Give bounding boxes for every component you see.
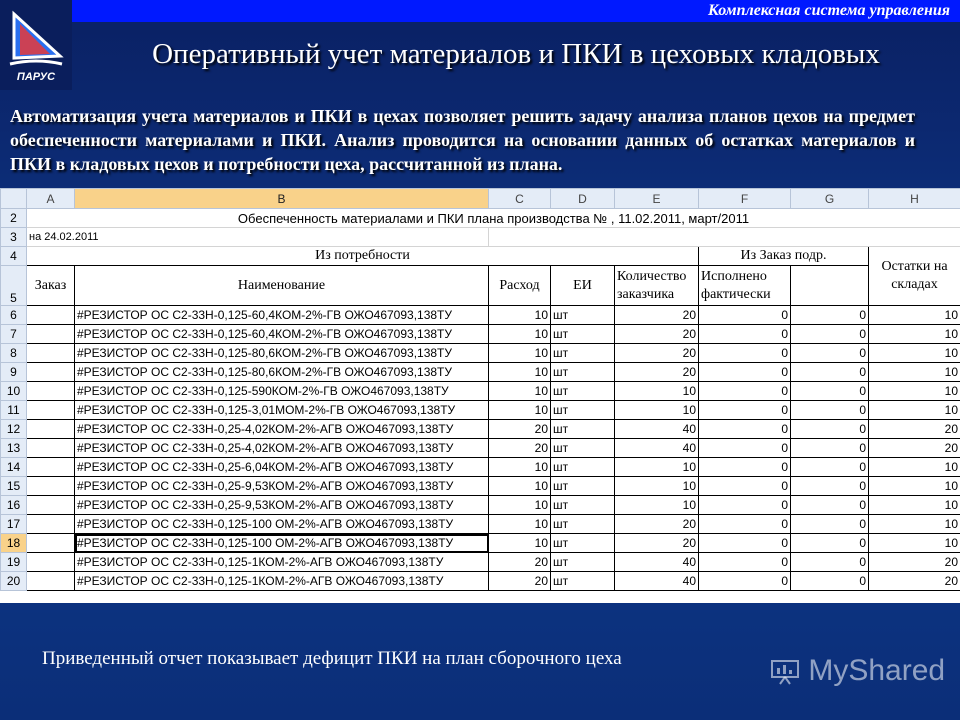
fulfilled-cell[interactable]: 0 [699,325,791,344]
order-cell[interactable] [27,420,75,439]
consumption-cell[interactable]: 10 [489,382,551,401]
row-number[interactable]: 17 [1,515,27,534]
order-cell[interactable] [27,439,75,458]
logo [0,0,72,90]
order-cell[interactable] [27,363,75,382]
unit-cell[interactable]: шт [551,382,615,401]
date-cell[interactable]: на 24.02.2011 [27,228,489,247]
row-number[interactable]: 11 [1,401,27,420]
unit-cell[interactable]: шт [551,439,615,458]
stock-cell[interactable]: 0 [791,420,869,439]
header-name[interactable]: Наименование [75,266,489,306]
fulfilled-cell[interactable]: 0 [699,572,791,591]
name-cell[interactable]: #РЕЗИСТОР ОС С2-33Н-0,125-100 ОМ-2%-АГВ ОЖО467093,138ТУ [75,515,489,534]
name-cell[interactable]: #РЕЗИСТОР ОС С2-33Н-0,125-80,6КОМ-2%-ГВ ОЖО467093,138ТУ [75,363,489,382]
tagline: Комплексная система управления [707,2,950,19]
table-row [1,209,960,228]
order-cell[interactable] [27,458,75,477]
fulfilled-cell[interactable]: 0 [699,420,791,439]
table-row [1,477,960,496]
consumption-cell[interactable]: 20 [489,572,551,591]
stock-cell[interactable]: 0 [791,553,869,572]
customer-qty-cell[interactable]: 20 [615,325,699,344]
name-cell[interactable]: #РЕЗИСТОР ОС С2-33Н-0,25-6,04КОМ-2%-АГВ ОЖО467093,138ТУ [75,458,489,477]
deficit-cell[interactable]: 10 [869,515,960,534]
name-cell[interactable]: #РЕЗИСТОР ОС С2-33Н-0,125-60,4КОМ-2%-ГВ ОЖО467093,138ТУ [75,325,489,344]
stock-cell[interactable]: 0 [791,458,869,477]
column-header-h[interactable]: H [869,189,960,209]
row-number[interactable]: 10 [1,382,27,401]
column-header-g[interactable]: G [791,189,869,209]
unit-cell[interactable]: шт [551,458,615,477]
unit-cell[interactable]: шт [551,572,615,591]
top-strip [72,0,960,22]
consumption-cell[interactable]: 10 [489,363,551,382]
report-title-cell[interactable]: Обеспеченность материалами и ПКИ плана производства № , 11.02.2011, март/2011 [27,209,960,228]
fulfilled-cell[interactable]: 0 [699,477,791,496]
unit-cell[interactable]: шт [551,477,615,496]
name-cell[interactable]: #РЕЗИСТОР ОС С2-33Н-0,25-9,53КОМ-2%-АГВ ОЖО467093,138ТУ [75,477,489,496]
unit-cell[interactable]: шт [551,306,615,325]
name-cell[interactable]: #РЕЗИСТОР ОС С2-33Н-0,125-100 ОМ-2%-АГВ ОЖО467093,138ТУ [75,534,489,553]
row-number[interactable]: 20 [1,572,27,591]
unit-cell[interactable]: шт [551,420,615,439]
name-cell[interactable]: #РЕЗИСТОР ОС С2-33Н-0,125-60,4КОМ-2%-ГВ ОЖО467093,138ТУ [75,306,489,325]
deficit-cell[interactable]: 10 [869,344,960,363]
order-cell[interactable] [27,325,75,344]
row-number[interactable]: 6 [1,306,27,325]
spreadsheet[interactable] [0,188,960,603]
row-number[interactable]: 18 [1,534,27,553]
table-row [1,420,960,439]
header-consumption[interactable]: Расход [489,266,551,306]
consumption-cell[interactable]: 20 [489,553,551,572]
fulfilled-cell[interactable]: 0 [699,344,791,363]
deficit-cell[interactable]: 10 [869,496,960,515]
column-header-row [1,189,960,209]
table-row [1,247,960,266]
table-row [1,266,960,306]
fulfilled-cell[interactable]: 0 [699,553,791,572]
watermark [770,654,945,688]
row-number[interactable]: 14 [1,458,27,477]
row-number[interactable]: 4 [1,247,27,266]
deficit-cell[interactable]: 10 [869,382,960,401]
unit-cell[interactable]: шт [551,401,615,420]
table-row [1,496,960,515]
unit-cell[interactable]: шт [551,553,615,572]
table-row [1,515,960,534]
customer-qty-cell[interactable]: 40 [615,420,699,439]
stock-cell[interactable]: 0 [791,401,869,420]
deficit-cell[interactable]: 20 [869,420,960,439]
header-unit[interactable]: ЕИ [551,266,615,306]
table-row [1,553,960,572]
row-number[interactable]: 9 [1,363,27,382]
stock-cell[interactable]: 0 [791,496,869,515]
customer-qty-cell[interactable]: 20 [615,306,699,325]
header-fulfilled[interactable]: Исполнено фактически [699,266,791,306]
customer-qty-cell[interactable]: 20 [615,515,699,534]
name-cell[interactable]: #РЕЗИСТОР ОС С2-33Н-0,25-4,02КОМ-2%-АГВ ОЖО467093,138ТУ [75,439,489,458]
row-number[interactable]: 15 [1,477,27,496]
unit-cell[interactable]: шт [551,363,615,382]
name-cell[interactable]: #РЕЗИСТОР ОС С2-33Н-0,125-1КОМ-2%-АГВ ОЖО467093,138ТУ [75,553,489,572]
row-number[interactable]: 13 [1,439,27,458]
table-row [1,401,960,420]
order-cell[interactable] [27,344,75,363]
unit-cell[interactable]: шт [551,344,615,363]
customer-qty-cell[interactable]: 10 [615,401,699,420]
column-header-a[interactable]: A [27,189,75,209]
intro-text: Автоматизация учета материалов и ПКИ в цехах позволяет решить задачу анализа планов цехов на предмет обеспеченности материалами и ПКИ. Анализ проводится на основании данных об остатках материалов и ПКИ в кладовых цехов и потребности цеха, рассчитанной из плана. [10,106,915,174]
fulfilled-cell[interactable]: 0 [699,306,791,325]
row-number[interactable]: 12 [1,420,27,439]
order-cell[interactable] [27,496,75,515]
unit-cell[interactable]: шт [551,534,615,553]
column-header-c[interactable]: C [489,189,551,209]
empty-cell[interactable] [489,228,960,247]
group-header-need[interactable]: Из потребности [27,247,699,266]
customer-qty-cell[interactable]: 20 [615,534,699,553]
table-row [1,344,960,363]
customer-qty-cell[interactable]: 40 [615,439,699,458]
order-cell[interactable] [27,515,75,534]
header-order[interactable]: Заказ [27,266,75,306]
stock-cell[interactable]: 0 [791,534,869,553]
consumption-cell[interactable]: 10 [489,515,551,534]
deficit-cell[interactable]: 20 [869,553,960,572]
table-row [1,439,960,458]
name-cell[interactable]: #РЕЗИСТОР ОС С2-33Н-0,125-80,6КОМ-2%-ГВ ОЖО467093,138ТУ [75,344,489,363]
stock-cell[interactable]: 0 [791,306,869,325]
table-row [1,534,960,553]
row-number[interactable]: 19 [1,553,27,572]
consumption-cell[interactable]: 10 [489,401,551,420]
fulfilled-cell[interactable]: 0 [699,515,791,534]
name-cell[interactable]: #РЕЗИСТОР ОС С2-33Н-0,125-1КОМ-2%-АГВ ОЖО467093,138ТУ [75,572,489,591]
deficit-cell[interactable]: 10 [869,325,960,344]
table-row [1,325,960,344]
stock-cell[interactable]: 0 [791,439,869,458]
customer-qty-cell[interactable]: 40 [615,572,699,591]
consumption-cell[interactable]: 10 [489,344,551,363]
name-cell[interactable]: #РЕЗИСТОР ОС С2-33Н-0,25-4,02КОМ-2%-АГВ ОЖО467093,138ТУ [75,420,489,439]
group-header-order[interactable]: Из Заказ подр. [699,247,869,266]
row-number[interactable]: 7 [1,325,27,344]
consumption-cell[interactable]: 10 [489,325,551,344]
consumption-cell[interactable]: 10 [489,458,551,477]
deficit-cell[interactable]: 20 [869,572,960,591]
deficit-cell[interactable]: 20 [869,439,960,458]
row-number[interactable]: 5 [1,266,27,306]
unit-cell[interactable]: шт [551,496,615,515]
column-header-e[interactable]: E [615,189,699,209]
name-cell[interactable]: #РЕЗИСТОР ОС С2-33Н-0,125-3,01МОМ-2%-ГВ ОЖО467093,138ТУ [75,401,489,420]
deficit-cell[interactable]: 10 [869,458,960,477]
watermark-text: MyShared [808,654,946,687]
fulfilled-cell[interactable]: 0 [699,458,791,477]
data-rows [1,306,960,591]
name-cell[interactable]: #РЕЗИСТОР ОС С2-33Н-0,125-590КОМ-2%-ГВ ОЖО467093,138ТУ [75,382,489,401]
column-header-f[interactable]: F [699,189,791,209]
order-cell[interactable] [27,553,75,572]
column-header-b[interactable]: B [75,189,489,209]
customer-qty-cell[interactable]: 10 [615,458,699,477]
table-row [1,458,960,477]
header-customer-qty[interactable]: Количество заказчика [615,266,699,306]
deficit-cell[interactable]: 10 [869,363,960,382]
stock-cell[interactable]: 0 [791,477,869,496]
customer-qty-cell[interactable]: 20 [615,344,699,363]
row-number[interactable]: 2 [1,209,27,228]
table-row [1,306,960,325]
caption: Приведенный отчет показывает дефицит ПКИ на план сборочного цеха [42,648,622,669]
fulfilled-cell[interactable]: 0 [699,401,791,420]
row-number[interactable]: 3 [1,228,27,247]
deficit-cell[interactable]: 10 [869,401,960,420]
table-row [1,382,960,401]
consumption-cell[interactable]: 20 [489,420,551,439]
select-all-corner[interactable] [1,189,27,209]
customer-qty-cell[interactable]: 20 [615,363,699,382]
consumption-cell[interactable]: 10 [489,306,551,325]
order-cell[interactable] [27,534,75,553]
unit-cell[interactable]: шт [551,325,615,344]
table-row [1,572,960,591]
row-number[interactable]: 8 [1,344,27,363]
customer-qty-cell[interactable]: 10 [615,477,699,496]
table-row [1,363,960,382]
deficit-cell[interactable]: 10 [869,534,960,553]
fulfilled-cell[interactable]: 0 [699,439,791,458]
stock-cell[interactable]: 0 [791,572,869,591]
stock-cell[interactable]: 0 [791,325,869,344]
logo-text: ПАРУС [16,71,56,83]
customer-qty-cell[interactable]: 10 [615,496,699,515]
order-cell[interactable] [27,306,75,325]
customer-qty-cell[interactable]: 40 [615,553,699,572]
consumption-cell[interactable]: 10 [489,477,551,496]
order-cell[interactable] [27,477,75,496]
consumption-cell[interactable]: 10 [489,534,551,553]
name-cell[interactable]: #РЕЗИСТОР ОС С2-33Н-0,25-9,53КОМ-2%-АГВ ОЖО467093,138ТУ [75,496,489,515]
fulfilled-cell[interactable]: 0 [699,382,791,401]
sail-logo-icon [0,0,72,90]
row-number[interactable]: 16 [1,496,27,515]
deficit-cell[interactable]: 10 [869,306,960,325]
spreadsheet-grid[interactable] [0,188,960,591]
table-row [1,228,960,247]
order-cell[interactable] [27,572,75,591]
column-header-d[interactable]: D [551,189,615,209]
header-stock[interactable]: Остатки на складах [869,247,960,306]
unit-cell[interactable]: шт [551,515,615,534]
stock-cell[interactable]: 0 [791,515,869,534]
customer-qty-cell[interactable]: 10 [615,382,699,401]
stock-cell[interactable]: 0 [791,363,869,382]
consumption-cell[interactable]: 10 [489,496,551,515]
page-title: Оперативный учет материалов и ПКИ в цеховых кладовых [152,38,880,70]
consumption-cell[interactable]: 20 [489,439,551,458]
presentation-icon [770,659,800,685]
stock-cell[interactable]: 0 [791,382,869,401]
order-cell[interactable] [27,382,75,401]
fulfilled-cell[interactable]: 0 [699,496,791,515]
fulfilled-cell[interactable]: 0 [699,534,791,553]
stock-cell[interactable]: 0 [791,344,869,363]
fulfilled-cell[interactable]: 0 [699,363,791,382]
deficit-cell[interactable]: 10 [869,477,960,496]
order-cell[interactable] [27,401,75,420]
